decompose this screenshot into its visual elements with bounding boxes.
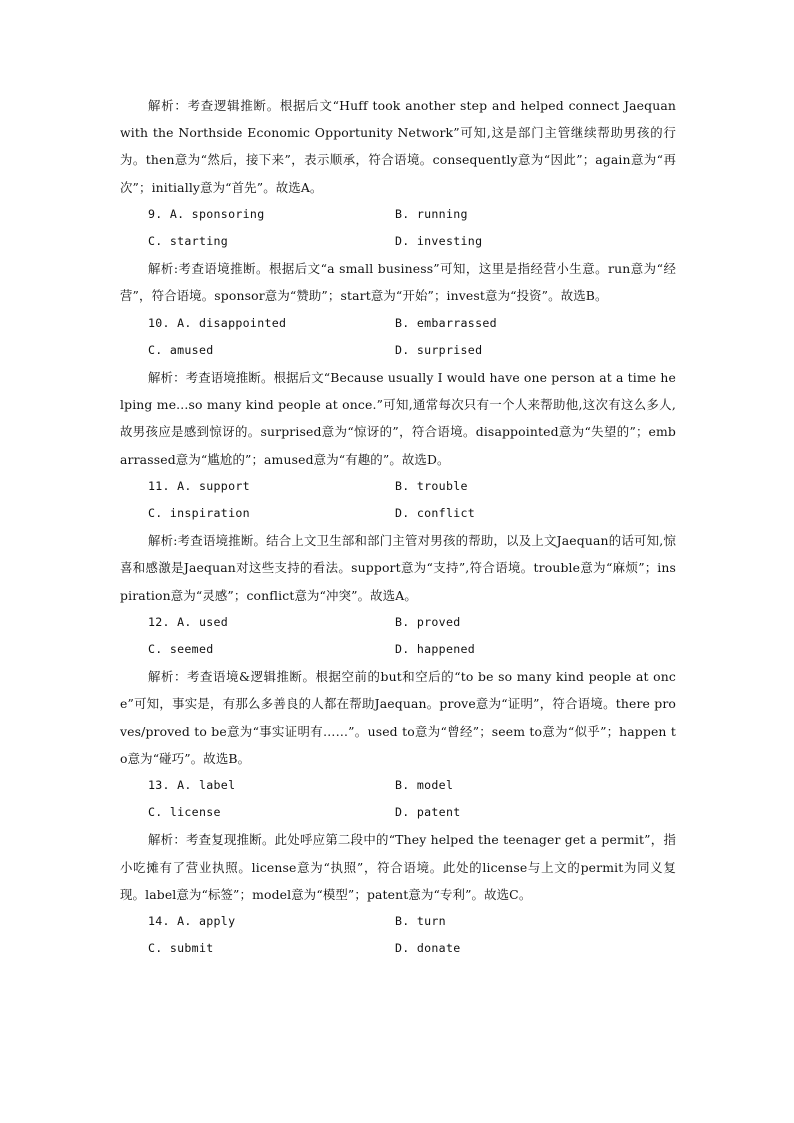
option-14c: C. submit xyxy=(148,941,214,956)
option-12c: C. seemed xyxy=(148,641,214,656)
question-10-options-row-2 xyxy=(120,337,676,364)
question-12-options-row-1 xyxy=(120,609,676,636)
explanation-13: 解析：考查复现推断。此处呼应第二段中的“They helped the teenager get a permit”，指小吃摊有了营业执照。license意为“执照”，符合语境。此处的license与上文的permit为同义复现。label意为“标签”；model意为“模型”；patent意为“专利”。故选C。 xyxy=(120,832,676,902)
question-11-options-row-1 xyxy=(120,473,676,500)
explanation-11: 解析:考查语境推断。结合上文卫生部和部门主管对男孩的帮助，以及上文Jaequan的话可知,惊喜和感激是Jaequan对这些支持的看法。support意为“支持”,符合语境。trouble意为“麻烦”；inspiration意为“灵感”；conflict意为“冲突”。故选A。 xyxy=(120,533,676,603)
option-14a: 14. A. apply xyxy=(148,913,236,928)
question-13-options-row-2 xyxy=(120,799,676,826)
explanation-9: 解析:考查语境推断。根据后文“a small business”可知，这里是指经营小生意。run意为“经营”，符合语境。sponsor意为“赞助”；start意为“开始”；invest意为“投资”。故选B。 xyxy=(120,261,676,304)
option-14b: B. turn xyxy=(395,913,446,928)
explanation-8: 解析：考查逻辑推断。根据后文“Huff took another step and helped connect Jaequan with the Northside Economic Opportunity Network”可知,这是部门主管继续帮助男孩的行为。then意为“然后，接下来”，表示顺承，符合语境。consequently意为“因此”；again意为“再次”；initially意为“首先”。故选A。 xyxy=(120,98,676,195)
question-13-options-row-1 xyxy=(120,772,676,799)
option-10d: D. surprised xyxy=(395,342,483,357)
question-14-options-row-1 xyxy=(120,908,676,935)
option-11d: D. conflict xyxy=(395,505,476,520)
option-12b: B. proved xyxy=(395,614,461,629)
option-9d: D. investing xyxy=(395,234,483,248)
option-10c: C. amused xyxy=(148,342,214,357)
question-9-options-row-2 xyxy=(120,228,676,255)
option-10b: B. embarrassed xyxy=(395,315,497,330)
option-9b: B. running xyxy=(395,206,468,221)
option-13b: B. model xyxy=(395,777,454,792)
option-13a: 13. A. label xyxy=(148,777,236,792)
question-14-options-row-2 xyxy=(120,935,676,962)
option-9a: 9. A. sponsoring xyxy=(148,206,265,221)
explanation-12: 解析：考查语境&逻辑推断。根据空前的but和空后的“to be so many kind people at once”可知，事实是，有那么多善良的人都在帮助Jaequan。prove意为“证明”，符合语境。there proves/proved to be意为“事实证明有……”。used to意为“曾经”；seem to意为“似乎”；happen to意为“碰巧”。故选B。 xyxy=(120,669,676,766)
option-12a: 12. A. used xyxy=(148,614,229,629)
question-10-options-row-1 xyxy=(120,310,676,337)
option-12d: D. happened xyxy=(395,641,476,656)
option-11b: B. trouble xyxy=(395,478,468,493)
option-14d: D. donate xyxy=(395,941,461,956)
option-10a: 10. A. disappointed xyxy=(148,315,287,330)
explanation-10: 解析：考查语境推断。根据后文“Because usually I would have one person at a time helping me...so many kind people at once.”可知,通常每次只有一个人来帮助他,这次有这么多人,故男孩应是感到惊讶的。surprised意为“惊讶的”，符合语境。disappointed意为“失望的”；embarrassed意为“尴尬的”；amused意为“有趣的”。故选D。 xyxy=(120,369,676,467)
option-13d: D. patent xyxy=(395,805,461,820)
option-9c: C. starting xyxy=(148,234,229,248)
option-11a: 11. A. support xyxy=(148,478,250,493)
option-11c: C. inspiration xyxy=(148,505,250,520)
answer-explanations xyxy=(120,92,676,962)
question-11-options-row-2 xyxy=(120,500,676,527)
question-9-options-row-1 xyxy=(120,201,676,228)
question-12-options-row-2 xyxy=(120,636,676,663)
option-13c: C. license xyxy=(148,805,221,820)
